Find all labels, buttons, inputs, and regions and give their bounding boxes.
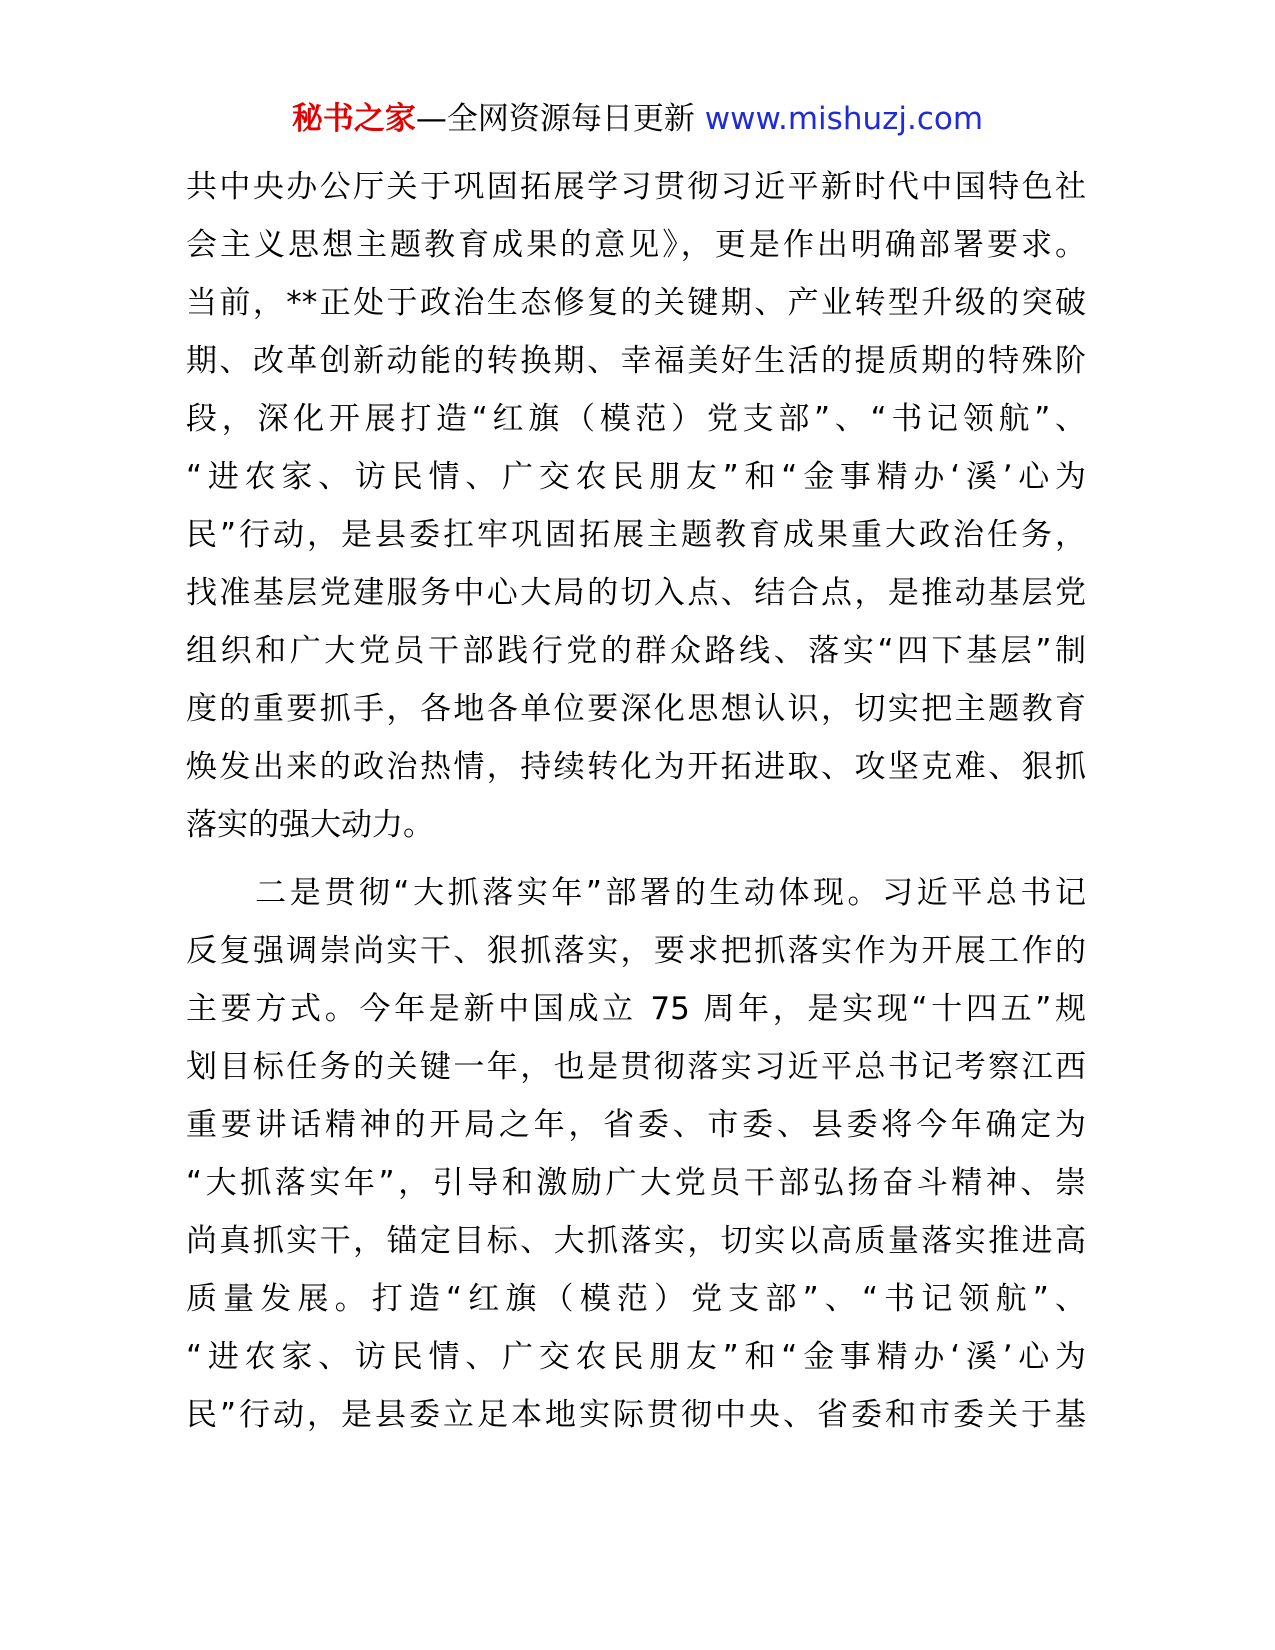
text-line: 会主义思想主题教育成果的意见》，更是作出明确部署要求。 — [186, 227, 1086, 263]
text-line: 质量发展。打造“红旗（模范）党支部”、“书记领航”、 — [186, 1281, 1086, 1317]
text-line: “大抓落实年”，引导和激励广大党员干部弘扬奋斗精神、崇 — [186, 1165, 1086, 1201]
text-line: 找准基层党建服务中心大局的切入点、结合点，是推动基层党 — [186, 575, 1086, 611]
text-line: 组织和广大党员干部践行党的群众路线、落实“四下基层”制 — [186, 633, 1086, 669]
text-line: 期、改革创新动能的转换期、幸福美好生活的提质期的特殊阶 — [186, 343, 1086, 379]
paragraph-2 — [186, 864, 1086, 1444]
text-line: 民”行动，是县委立足本地实际贯彻中央、省委和市委关于基 — [186, 1397, 1086, 1433]
header-tagline: —全网资源每日更新 — [415, 101, 705, 137]
text-line: 划目标任务的关键一年，也是贯彻落实习近平总书记考察江西 — [186, 1049, 1086, 1085]
text-line: 主要方式。今年是新中国成立 75 周年，是实现“十四五”规 — [186, 991, 1086, 1027]
text-line: 当前，**正处于政治生态修复的关键期、产业转型升级的突破 — [186, 285, 1086, 321]
text-line: 反复强调崇尚实干、狠抓落实，要求把抓落实作为开展工作的 — [186, 933, 1086, 969]
paragraph-spacer — [186, 854, 1086, 864]
page-header — [0, 95, 1275, 143]
text-line: 尚真抓实干，锚定目标、大抓落实，切实以高质量落实推进高 — [186, 1223, 1086, 1259]
text-line: 焕发出来的政治热情，持续转化为开拓进取、攻坚克难、狠抓 — [186, 749, 1086, 785]
text-line: 段，深化开展打造“红旗（模范）党支部”、“书记领航”、 — [186, 401, 1086, 437]
text-line: 共中央办公厅关于巩固拓展学习贯彻习近平新时代中国特色社 — [186, 169, 1086, 205]
text-line: 二是贯彻“大抓落实年”部署的生动体现。习近平总书记 — [186, 875, 1086, 911]
document-body — [186, 158, 1086, 1444]
website-link[interactable]: www.mishuzj.com — [704, 101, 984, 137]
paragraph-1 — [186, 158, 1086, 854]
text-line: 重要讲话精神的开局之年，省委、市委、县委将今年确定为 — [186, 1107, 1086, 1143]
text-line: 度的重要抓手，各地各单位要深化思想认识，切实把主题教育 — [186, 691, 1086, 727]
text-line: “进农家、访民情、广交农民朋友”和“金事精办‘溪’心为 — [186, 459, 1086, 495]
text-line: 落实的强大动力。 — [186, 807, 434, 843]
text-line: 民”行动，是县委扛牢巩固拓展主题教育成果重大政治任务， — [186, 517, 1086, 553]
text-line: “进农家、访民情、广交农民朋友”和“金事精办‘溪’心为 — [186, 1339, 1086, 1375]
brand-name: 秘书之家 — [291, 101, 416, 137]
